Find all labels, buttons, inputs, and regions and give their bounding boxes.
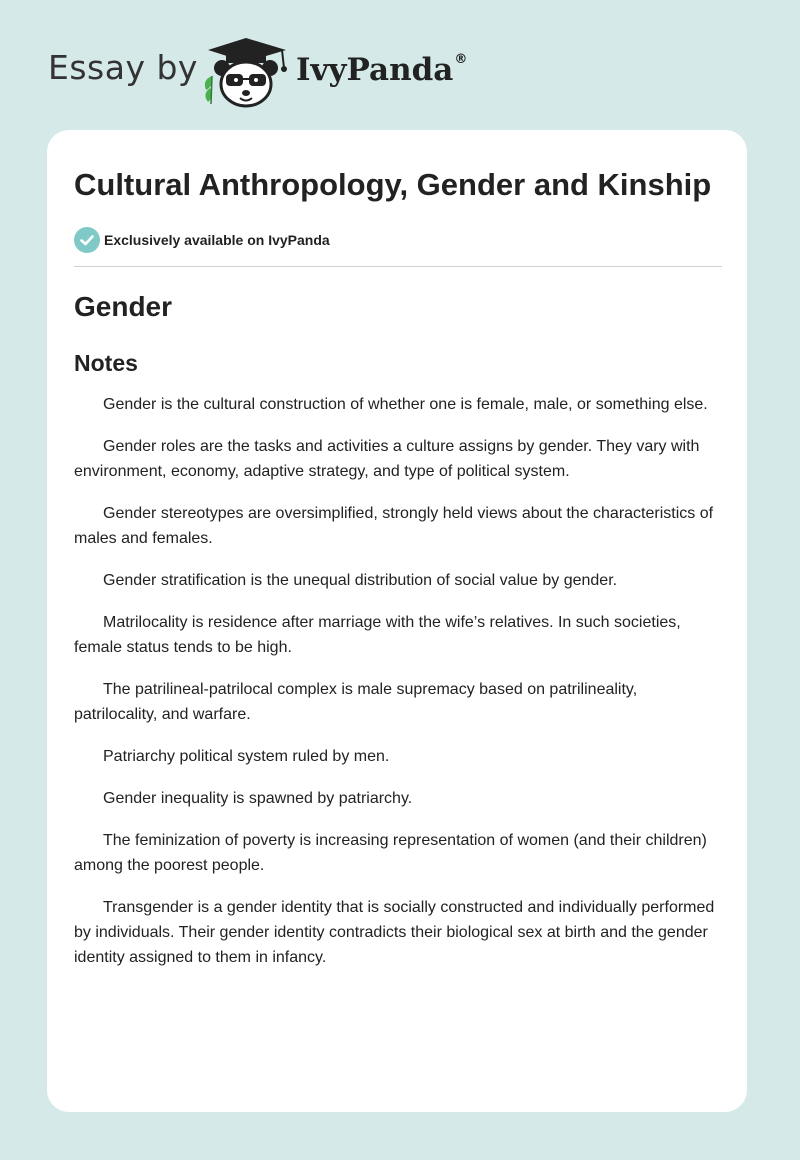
section-heading: Gender bbox=[74, 291, 173, 322]
panda-graduate-icon[interactable] bbox=[198, 34, 294, 110]
notes-body bbox=[74, 392, 722, 970]
check-circle-icon bbox=[74, 227, 100, 253]
article-card bbox=[47, 130, 747, 1112]
article-content bbox=[74, 164, 722, 987]
paragraph: Gender is the cultural construction of whether one is female, male, or something else. bbox=[103, 396, 708, 413]
site-header bbox=[0, 0, 800, 130]
brand-name[interactable] bbox=[296, 52, 467, 88]
paragraph: Gender roles are the tasks and activities a culture assigns by gender. They vary with environment, economy, adaptive strategy, and type of political system. bbox=[74, 438, 700, 480]
paragraph: The patrilineal-patrilocal complex is male supremacy based on patrilineality, patrilocality, and warfare. bbox=[74, 681, 638, 723]
registered-mark: ® bbox=[454, 51, 468, 67]
divider bbox=[74, 266, 722, 267]
subsection-heading: Notes bbox=[74, 350, 138, 376]
paragraph: Matrilocality is residence after marriage with the wife’s relatives. In such societies, female status tends to be high. bbox=[74, 614, 681, 656]
paragraph: Transgender is a gender identity that is socially constructed and individually performed by individuals. Their gender identity contradicts their biological sex at birth and the gender identity assigned to them in infancy. bbox=[74, 899, 715, 966]
paragraph: Gender inequality is spawned by patriarchy. bbox=[103, 790, 413, 807]
badge-label: Exclusively available on IvyPanda bbox=[104, 232, 330, 248]
paragraph: Gender stereotypes are oversimplified, strongly held views about the characteristics of males and females. bbox=[74, 505, 714, 547]
paragraph: Patriarchy political system ruled by men. bbox=[103, 748, 390, 765]
paragraph: The feminization of poverty is increasing representation of women (and their children) among the poorest people. bbox=[74, 832, 707, 874]
brand-label: IvyPanda bbox=[296, 52, 454, 88]
page-title: Cultural Anthropology, Gender and Kinship bbox=[74, 167, 712, 202]
essay-by-label: Essay by bbox=[48, 48, 198, 87]
paragraph: Gender stratification is the unequal distribution of social value by gender. bbox=[103, 572, 618, 589]
exclusive-badge bbox=[74, 226, 722, 254]
